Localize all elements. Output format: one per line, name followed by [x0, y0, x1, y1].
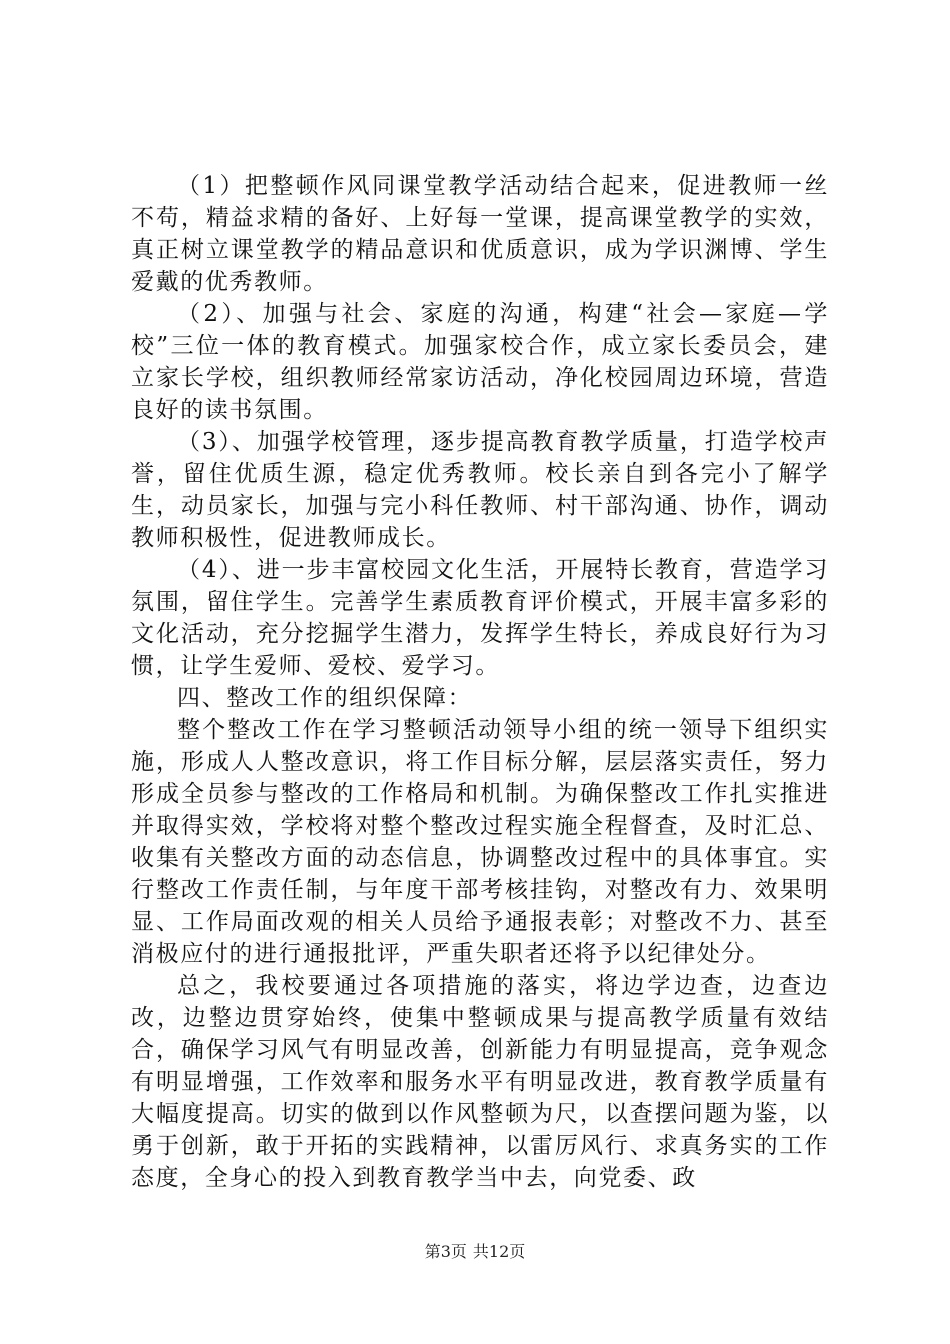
paragraph-organization: 整个整改工作在学习整顿活动领导小组的统一领导下组织实施，形成人人整改意识，将工作目标分解，层层落实责任，努力形成全员参与整改的工作格局和机制。为确保整改工作扎实推进并取得实效，学校将对整个整改过程实施全程督查，及时汇总、收集有关整改方面的动态信息，协调整改过程中的具体事宜。实行整改工作责任制，与年度干部考核挂钩，对整改有力、效果明显、工作局面改观的相关人员给予通报表彰；对整改不力、甚至消极应付的进行通报批评，严重失职者还将予以纪律处分。	[131, 717, 829, 967]
section-heading: 四、整改工作的组织保障：	[177, 685, 473, 711]
paragraph-item-1: （1）把整顿作风同课堂教学活动结合起来，促进教师一丝不苟，精益求精的备好、上好每一堂课，提高课堂教学的实效，真正树立课堂教学的精品意识和优质意识，成为学识渊博、学生爱戴的优秀教师。	[131, 173, 829, 295]
page-total: 共12页	[472, 1242, 526, 1261]
document-body	[131, 170, 829, 1194]
page-number: 第3页	[424, 1242, 467, 1261]
paragraph-conclusion: 总之，我校要通过各项措施的落实，将边学边查，边查边改，边整边贯穿始终，使集中整顿成果与提高教学质量有效结合，确保学习风气有明显改善，创新能力有明显提高，竞争观念有明显增强，工作效率和服务水平有明显改进，教育教学质量有大幅度提高。切实的做到以作风整顿为尺，以查摆问题为鉴，以勇于创新，敢于开拓的实践精神，以雷厉风行、求真务实的工作态度，全身心的投入到教育教学当中去，向党委、政	[131, 973, 829, 1191]
paragraph-item-3: （3）、加强学校管理，逐步提高教育教学质量，打造学校声誉，留住优质生源，稳定优秀教师。校长亲自到各完小了解学生，动员家长，加强与完小科任教师、村干部沟通、协作，调动教师积极性，促进教师成长。	[131, 429, 829, 551]
paragraph-item-2: （2）、加强与社会、家庭的沟通，构建“社会—家庭—学校”三位一体的教育模式。加强家校合作，成立家长委员会，建立家长学校，组织教师经常家访活动，净化校园周边环境，营造良好的读书氛围。	[131, 301, 829, 423]
paragraph-item-4: （4）、进一步丰富校园文化生活，开展特长教育，营造学习氛围，留住学生。完善学生素质教育评价模式，开展丰富多彩的文化活动，充分挖掘学生潜力，发挥学生特长，养成良好行为习惯，让学生爱师、爱校、爱学习。	[131, 557, 829, 679]
page-footer	[0, 1242, 950, 1262]
